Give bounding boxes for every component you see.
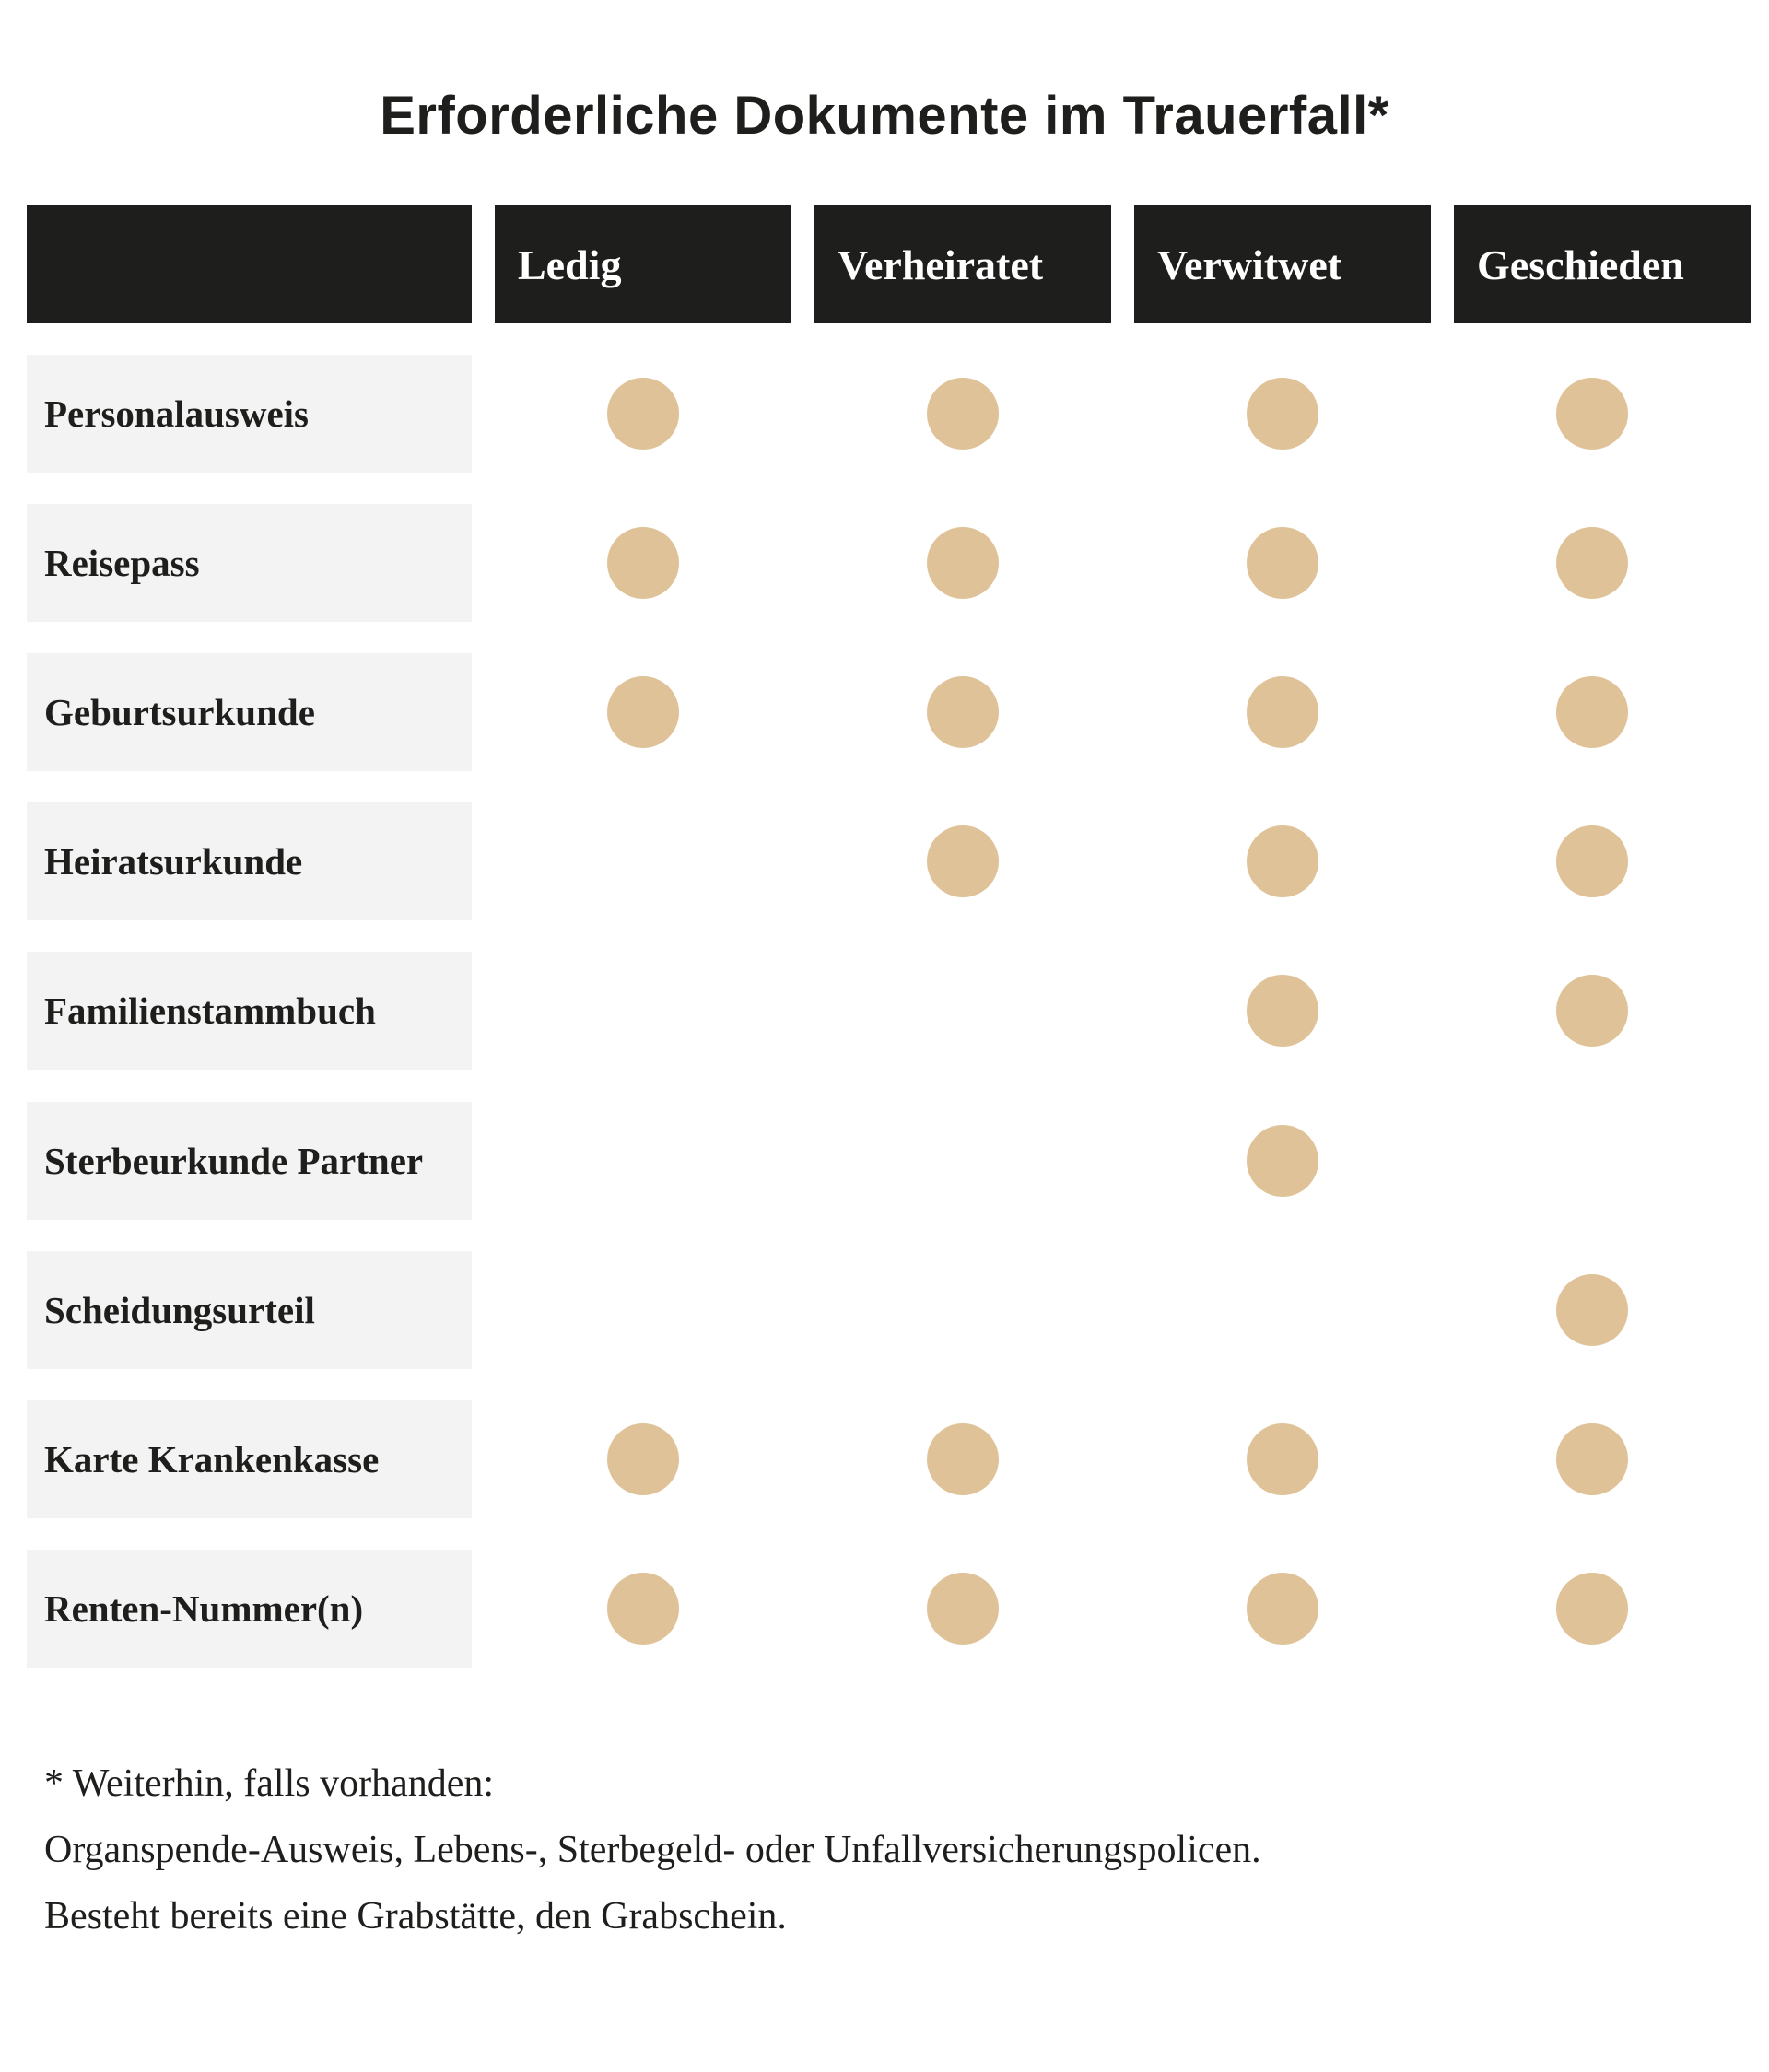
required-dot-verwitwet [1247,1423,1318,1495]
required-dot-verheiratet [927,527,999,599]
required-dot-verheiratet [927,1573,999,1645]
required-dot-verwitwet [1247,676,1318,748]
required-dot-geschieden [1556,825,1628,897]
footnote [44,1750,1740,1949]
required-dot-geschieden [1556,676,1628,748]
required-dot-verwitwet [1247,1125,1318,1197]
required-dot-verwitwet [1247,975,1318,1047]
required-dot-verwitwet [1247,527,1318,599]
required-dot-verwitwet [1247,825,1318,897]
required-dot-verheiratet [927,1423,999,1495]
required-dot-verheiratet [927,825,999,897]
required-dot-ledig [607,676,679,748]
required-dot-verheiratet [927,676,999,748]
required-dot-verwitwet [1247,378,1318,450]
required-dot-ledig [607,378,679,450]
row-label: Geburtsurkunde [27,653,472,771]
column-header-verwitwet: Verwitwet [1134,205,1431,323]
page-title: Erforderliche Dokumente im Trauerfall* [380,86,1389,146]
required-dot-ledig [607,1423,679,1495]
required-dot-verwitwet [1247,1573,1318,1645]
column-header-geschieden: Geschieden [1454,205,1751,323]
required-dot-verheiratet [927,378,999,450]
column-header-verheiratet: Verheiratet [814,205,1111,323]
footnote-line-3: Besteht bereits eine Grabstätte, den Grabschein. [44,1895,787,1937]
required-dot-geschieden [1556,378,1628,450]
row-label: Reisepass [27,504,472,622]
footnote-line-1: * Weiterhin, falls vorhanden: [44,1762,495,1805]
row-label: Personalausweis [27,355,472,473]
row-label: Renten-Nummer(n) [27,1550,472,1668]
required-dot-geschieden [1556,1573,1628,1645]
required-dot-ledig [607,1573,679,1645]
required-dot-geschieden [1556,527,1628,599]
footnote-line-2: Organspende-Ausweis, Lebens-, Sterbegeld- oder Unfallversicherungspolicen. [44,1829,1261,1871]
column-header-ledig: Ledig [495,205,791,323]
required-dot-geschieden [1556,1423,1628,1495]
row-label: Karte Krankenkasse [27,1400,472,1518]
row-label: Sterbeurkunde Partner [27,1102,472,1220]
required-dot-geschieden [1556,1274,1628,1346]
row-label: Familienstammbuch [27,952,472,1070]
header-corner [27,205,472,323]
row-label: Scheidungsurteil [27,1251,472,1369]
required-dot-ledig [607,527,679,599]
row-label: Heiratsurkunde [27,802,472,920]
required-dot-geschieden [1556,975,1628,1047]
